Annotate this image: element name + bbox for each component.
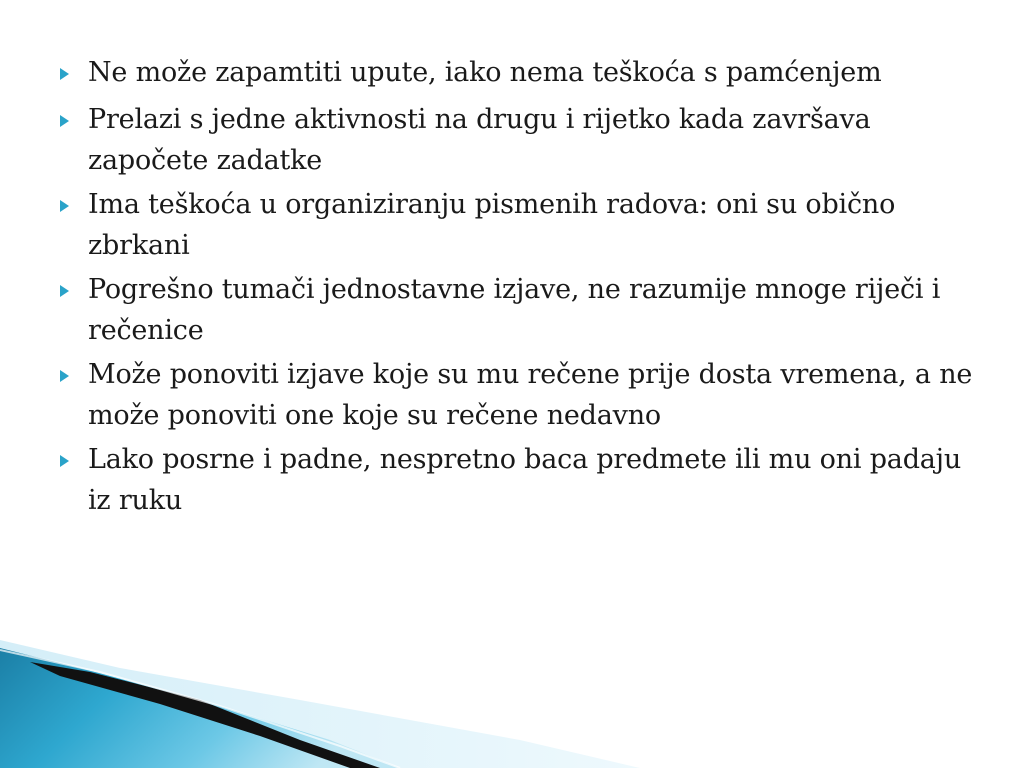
bullet-text: Može ponoviti izjave koje su mu rečene prije dosta vremena, a ne može ponoviti one koje su rečene nedavno: [88, 359, 973, 431]
list-item: [58, 354, 988, 436]
triangle-right-icon: [58, 439, 88, 483]
list-item: [58, 99, 988, 181]
list-item: [58, 184, 988, 266]
bullet-text: Prelazi s jedne aktivnosti na drugu i rijetko kada završava započete zadatke: [88, 104, 871, 176]
list-item: [58, 52, 988, 96]
list-item: [58, 439, 988, 521]
list-item: [58, 269, 988, 351]
triangle-right-icon: [58, 99, 88, 143]
triangle-right-icon: [58, 52, 88, 96]
bullet-text: Ima teškoća u organiziranju pismenih radova: oni su obično zbrkani: [88, 189, 896, 261]
triangle-right-icon: [58, 354, 88, 398]
triangle-right-icon: [58, 269, 88, 313]
bullet-text: Ne može zapamtiti upute, iako nema teškoća s pamćenjem: [88, 57, 882, 88]
bullet-text: Lako posrne i padne, nespretno baca predmete ili mu oni padaju iz ruku: [88, 444, 962, 516]
bullet-list: [58, 52, 988, 524]
bullet-text: Pogrešno tumači jednostavne izjave, ne razumije mnoge riječi i rečenice: [88, 274, 941, 346]
triangle-right-icon: [58, 184, 88, 228]
